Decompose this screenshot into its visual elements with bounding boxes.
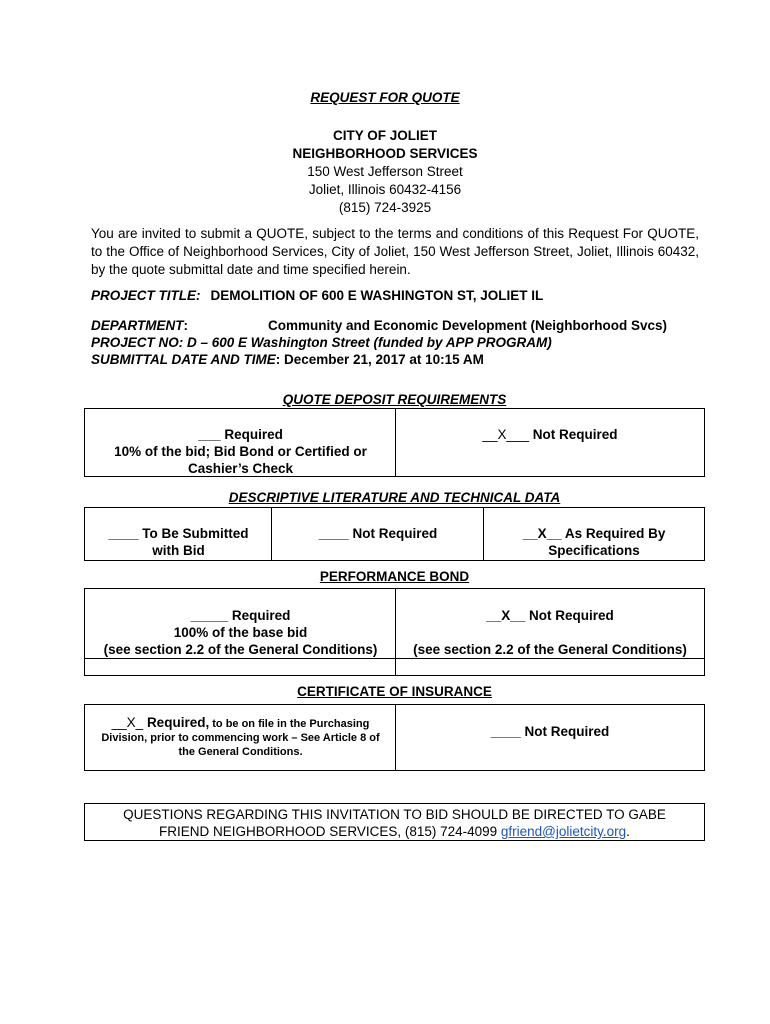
- submittal-value: : December 21, 2017 at 10:15 AM: [275, 352, 484, 367]
- performance-bond-section-note: (see section 2.2 of the General Conditions): [103, 642, 378, 657]
- literature-box: [84, 507, 705, 561]
- performance-bond-not-required: __X__ Not Required: [486, 608, 614, 623]
- street-address: 150 West Jefferson Street: [307, 164, 463, 179]
- document-title: REQUEST FOR QUOTE: [310, 90, 460, 105]
- quote-deposit-check-text: Cashier’s Check: [187, 461, 294, 476]
- quote-deposit-bond-text: 10% of the bid; Bid Bond or Certified or: [114, 444, 367, 459]
- department-value: Community and Economic Development (Neighborhood Svcs): [268, 318, 668, 333]
- performance-bond-heading: PERFORMANCE BOND: [319, 569, 470, 584]
- insurance-x-mark: __X_: [111, 715, 147, 730]
- insurance-heading: CERTIFICATE OF INSURANCE: [297, 684, 492, 699]
- issuer-header: [0, 127, 770, 217]
- literature-submitted-cell: [85, 508, 272, 560]
- literature-with-bid: with Bid: [152, 543, 205, 558]
- insurance-division-text: Division, prior to commencing work – See Article 8 of: [101, 732, 380, 744]
- insurance-required-cell: [85, 705, 396, 770]
- insurance-required: Required,: [146, 715, 210, 730]
- performance-bond-box: [84, 588, 705, 676]
- insurance-not-required: ____ Not Required: [490, 724, 610, 739]
- quote-deposit-not-required: Not Required: [532, 427, 618, 442]
- insurance-on-file-text: to be on file in the Purchasing: [209, 718, 370, 730]
- performance-bond-section-note-right: (see section 2.2 of the General Conditions): [413, 642, 687, 657]
- contact-email-link[interactable]: gfriend@jolietcity.org: [500, 824, 627, 839]
- department-colon: :: [183, 318, 189, 333]
- performance-bond-required-cell: [85, 589, 396, 657]
- department-name: NEIGHBORHOOD SERVICES: [292, 146, 478, 161]
- quote-deposit-x-mark: __X___: [482, 427, 533, 442]
- project-title-label: PROJECT TITLE:: [91, 288, 201, 303]
- questions-period: .: [626, 824, 630, 839]
- project-number: PROJECT NO: D – 600 E Washington Street (funded by APP PROGRAM): [91, 335, 552, 350]
- insurance-not-required-cell: [396, 705, 704, 770]
- department-row: [91, 317, 667, 334]
- quote-deposit-box: [84, 408, 705, 477]
- questions-line-2: FRIEND NEIGHBORHOOD SERVICES, (815) 724-4099: [159, 824, 501, 839]
- literature-not-required-cell: [272, 508, 484, 560]
- quote-deposit-required-cell: [85, 409, 396, 476]
- project-title-row: [91, 288, 543, 303]
- project-details: [91, 317, 667, 368]
- quote-deposit-heading: QUOTE DEPOSIT REQUIREMENTS: [282, 392, 507, 407]
- city-name: CITY OF JOLIET: [332, 128, 437, 143]
- intro-paragraph: You are invited to submit a QUOTE, subject to the terms and conditions of this Request For QUOTE, to the Office of Neighborhood Services, City of Joliet, 150 West Jefferson Street, Joliet, Illinois 60432, by the quote submittal date and time specified herein.: [91, 226, 699, 277]
- literature-not-required: ____ Not Required: [318, 526, 438, 541]
- performance-bond-not-required-cell: [396, 589, 704, 657]
- phone-number: (815) 724-3925: [338, 200, 432, 215]
- submittal-label: SUBMITTAL DATE AND TIME: [91, 352, 276, 367]
- quote-deposit-required: ___ Required: [198, 427, 283, 442]
- department-label: DEPARTMENT: [91, 318, 184, 333]
- questions-box: [84, 803, 705, 841]
- insurance-box: [84, 704, 705, 771]
- literature-specifications: Specifications: [548, 543, 640, 558]
- city-state-zip: Joliet, Illinois 60432-4156: [308, 182, 462, 197]
- project-title-value: DEMOLITION OF 600 E WASHINGTON ST, JOLIET IL: [210, 288, 544, 303]
- submittal-row: [91, 351, 667, 368]
- performance-bond-percent: 100% of the base bid: [173, 625, 308, 640]
- literature-heading: DESCRIPTIVE LITERATURE AND TECHNICAL DATA: [228, 490, 561, 505]
- literature-as-required: __X__ As Required By: [522, 526, 666, 541]
- quote-deposit-not-required-cell: [396, 409, 704, 476]
- insurance-conditions-text: the General Conditions.: [178, 746, 303, 758]
- literature-submitted: ____ To Be Submitted: [108, 526, 249, 541]
- performance-bond-required: _____ Required: [190, 608, 291, 623]
- literature-as-required-cell: [484, 508, 704, 560]
- questions-line-1: QUESTIONS REGARDING THIS INVITATION TO BID SHOULD BE DIRECTED TO GABE: [123, 807, 666, 822]
